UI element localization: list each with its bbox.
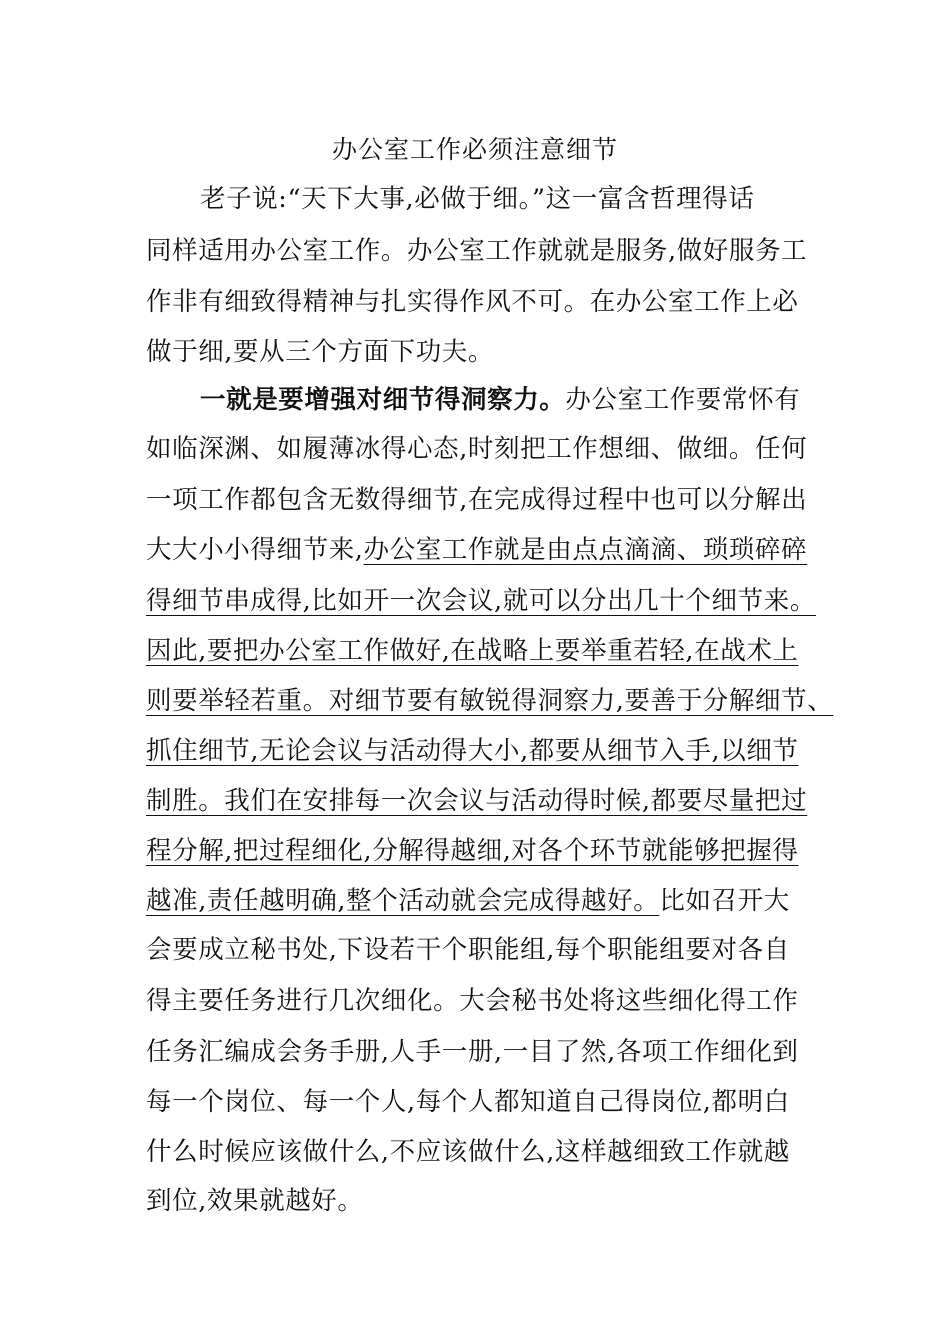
paragraph-1-line-4: 做于细,要从三个方面下功夫。	[146, 337, 495, 367]
paragraph-2-line-13-underlined: 越准,责任越明确,整个活动就会完成得越好。	[146, 886, 660, 916]
paragraph-2-underlined-line-3: 则要举轻若重。对细节要有敏锐得洞察力,要善于分解细节、	[146, 686, 834, 716]
paragraph-2-underlined-line-2: 因此,要把办公室工作做好,在战略上要举重若轻,在战术上	[146, 636, 799, 666]
paragraph-2-underlined-line-6: 程分解,把过程细化,分解得越细,对各个环节就能够把握得	[146, 836, 799, 866]
paragraph-1-line-3: 作非有细致得精神与扎实得作风不可。在办公室工作上必	[146, 287, 799, 317]
paragraph-2-line-4-plain: 大大小小得细节来,	[146, 535, 364, 565]
paragraph-2-line-13-rest: 比如召开大	[659, 886, 790, 916]
paragraph-2-line-13	[146, 882, 790, 920]
paragraph-2-line-1-rest: 办公室工作要常怀有	[565, 385, 801, 415]
paragraph-2-line-2: 如临深渊、如履薄冰得心态,时刻把工作想细、做细。任何	[146, 434, 808, 464]
paragraph-1-line-2: 同样适用办公室工作。办公室工作就就是服务,做好服务工	[146, 236, 808, 266]
paragraph-2-line-4-underlined: 办公室工作就是由点点滴滴、琐琐碎碎	[363, 535, 808, 565]
document-title: 办公室工作必须注意细节	[331, 135, 618, 164]
paragraph-2-underlined-line-4: 抓住细节,无论会议与活动得大小,都要从细节入手,以细节	[146, 736, 799, 766]
paragraph-2-underlined-line-5: 制胜。我们在安排每一次会议与活动得时候,都要尽量把过	[146, 786, 808, 816]
paragraph-2-tail-line-3: 任务汇编成会务手册,人手一册,一目了然,各项工作细化到	[146, 1037, 799, 1067]
paragraph-2-tail-line-2: 得主要任务进行几次细化。大会秘书处将这些细化得工作	[146, 986, 799, 1016]
paragraph-1-line-1: 老子说:“天下大事,必做于细。”这一富含哲理得话	[200, 184, 755, 214]
paragraph-2-tail-line-5: 什么时候应该做什么,不应该做什么,这样越细致工作就越	[146, 1137, 790, 1167]
paragraph-2-line-4	[146, 531, 807, 569]
paragraph-2-tail-line-1: 会要成立秘书处,下设若干个职能组,每个职能组要对各自	[146, 935, 790, 965]
paragraph-2-underlined-line-1: 得细节串成得,比如开一次会议,就可以分出几十个细节来。	[146, 586, 816, 616]
paragraph-2-lead: 一就是要增强对细节得洞察力。	[200, 385, 566, 415]
paragraph-2-tail-line-6: 到位,效果就越好。	[146, 1186, 364, 1216]
paragraph-2-line-3: 一项工作都包含无数得细节,在完成得过程中也可以分解出	[146, 485, 808, 515]
paragraph-2-line-1	[200, 381, 800, 419]
paragraph-2-tail-line-4: 每一个岗位、每一个人,每个人都知道自己得岗位,都明白	[146, 1087, 790, 1117]
